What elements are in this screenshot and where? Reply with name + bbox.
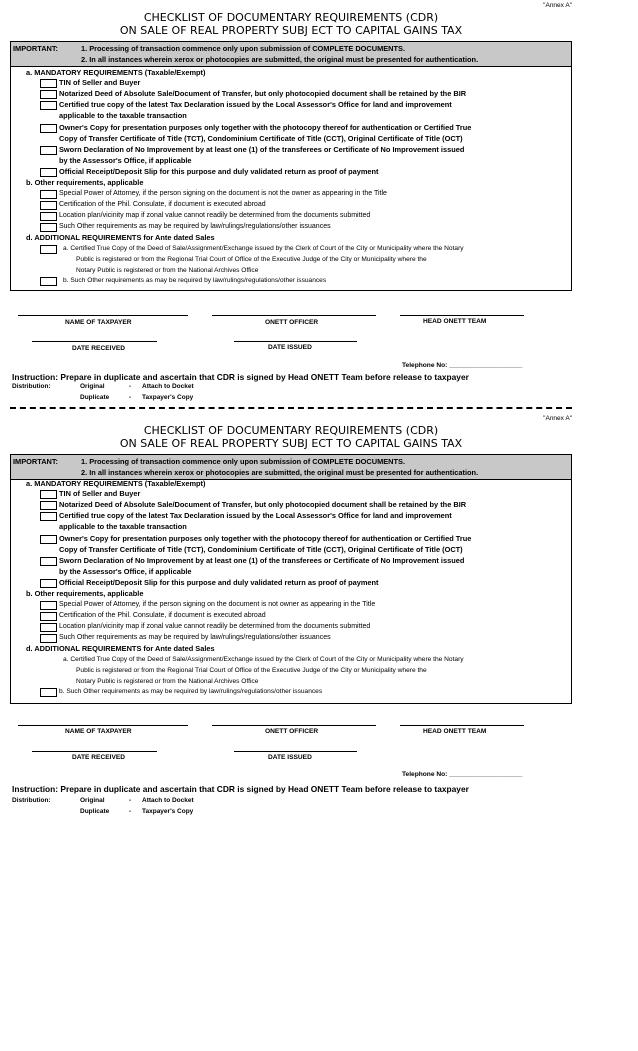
checkbox-deed[interactable]	[40, 90, 57, 99]
checkbox-consulate[interactable]	[40, 612, 57, 621]
checkbox-no-improvement[interactable]	[40, 146, 57, 155]
req-owners-copy-cont: Copy of Transfer Certificate of Title (TCT), Condominium Certificate of Title (CCT), Original Certificate of Title (OCT)	[59, 545, 463, 554]
checkbox-deed[interactable]	[40, 501, 57, 510]
important-notice	[10, 454, 572, 480]
req-other-requirements: Such Other requirements as may be required by law/rulings/regulations/other issuances	[59, 223, 331, 230]
req-tax-declaration-cont: applicable to the taxable transaction	[59, 111, 187, 120]
checkbox-tin[interactable]	[40, 79, 57, 88]
onett-officer-label: ONETT OFFICER	[265, 728, 319, 735]
date-issued-line	[234, 751, 357, 752]
onett-officer-label: ONETT OFFICER	[265, 319, 319, 326]
cut-line	[10, 407, 572, 409]
distribution-label: Distribution:	[12, 383, 51, 390]
checkbox-official-receipt[interactable]	[40, 579, 57, 588]
name-of-taxpayer-label: NAME OF TAXPAYER	[65, 728, 132, 735]
req-spa: Special Power of Attorney, if the person signing on the document is not owner as appearing in the Title	[59, 601, 376, 608]
distribution-original-to: Attach to Docket	[142, 797, 194, 804]
req-ctc-deed: a. Certified True Copy of the Deed of Sale/Assignment/Exchange issued by the Clerk of Court of the City or Municipality where the Notary	[63, 656, 464, 663]
req-official-receipt: Official Receipt/Deposit Slip for this purpose and duly validated return as proof of payment	[59, 578, 379, 587]
distribution-duplicate-to: Taxpayer's Copy	[142, 808, 194, 815]
checkbox-additional-other[interactable]	[40, 277, 57, 286]
distribution-duplicate: Duplicate	[80, 808, 110, 815]
checkbox-official-receipt[interactable]	[40, 168, 57, 177]
distribution-dash: -	[129, 797, 132, 804]
checkbox-tax-declaration[interactable]	[40, 101, 57, 110]
date-issued-label: DATE ISSUED	[268, 344, 312, 351]
req-tin: TIN of Seller and Buyer	[59, 489, 141, 498]
req-additional-other: b. Such Other requirements as may be required by law/rulings/regulations/other issuances	[59, 688, 323, 695]
req-additional-other: b. Such Other requirements as may be required by law/rulings/regulations/other issuances	[63, 277, 327, 284]
req-tax-declaration-cont: applicable to the taxable transaction	[59, 522, 187, 531]
important-line-1: 1. Processing of transaction commence only upon submission of COMPLETE DOCUMENTS.	[81, 44, 406, 53]
other-heading: b. Other requirements, applicable	[26, 178, 144, 187]
additional-heading: d. ADDITIONAL REQUIREMENTS for Ante dated Sales	[26, 233, 215, 242]
checkbox-additional-other[interactable]	[40, 688, 57, 697]
req-ctc-deed-cont-2: Notary Public is registered or from the National Archives Office	[76, 267, 259, 274]
date-received-line	[32, 341, 157, 342]
annex-label: "Annex A"	[543, 415, 572, 422]
checkbox-location-plan[interactable]	[40, 212, 57, 221]
req-no-improvement-cont: by the Assessor's Office, if applicable	[59, 567, 192, 576]
req-no-improvement: Sworn Declaration of No Improvement by at least one (1) of the transferees or Certificate of No Improvement issued	[59, 145, 465, 154]
distribution-original: Original	[80, 383, 105, 390]
checkbox-owners-copy[interactable]	[40, 535, 57, 544]
head-signature-line	[400, 725, 524, 726]
mandatory-heading: a. MANDATORY REQUIREMENTS (Taxable/Exempt)	[26, 68, 206, 77]
date-received-label: DATE RECEIVED	[72, 754, 126, 761]
officer-signature-line	[212, 315, 376, 316]
important-line-2: 2. In all instances wherein xerox or photocopies are submitted, the original must be presented for authentication.	[81, 468, 479, 477]
important-label: IMPORTANT:	[13, 44, 59, 53]
distribution-duplicate-to: Taxpayer's Copy	[142, 394, 194, 401]
cdr-form-duplicate	[10, 413, 572, 823]
req-ctc-deed-cont-1: Public is registered or from the Regional Trial Court of Office of the Executive Judge of the City or Municipality where the	[76, 256, 427, 263]
req-deed-of-sale: Notarized Deed of Absolute Sale/Document of Transfer, but only photocopied document shall be retained by the BIR	[59, 500, 467, 509]
form-subtitle: ON SALE OF REAL PROPERTY SUBJ ECT TO CAPITAL GAINS TAX	[119, 437, 463, 450]
checkbox-location-plan[interactable]	[40, 623, 57, 632]
checkbox-tax-declaration[interactable]	[40, 512, 57, 521]
additional-heading: d. ADDITIONAL REQUIREMENTS for Ante dated Sales	[26, 644, 215, 653]
req-ctc-deed-cont-2: Notary Public is registered or from the National Archives Office	[76, 678, 259, 685]
checkbox-other-requirements[interactable]	[40, 634, 57, 643]
head-signature-line	[400, 315, 524, 316]
checkbox-spa[interactable]	[40, 601, 57, 610]
name-of-taxpayer-label: NAME OF TAXPAYER	[65, 319, 132, 326]
req-owners-copy: Owner's Copy for presentation purposes only together with the photocopy thereof for authentication or Certified True	[59, 534, 472, 543]
req-owners-copy: Owner's Copy for presentation purposes only together with the photocopy thereof for authentication or Certified True	[59, 123, 472, 132]
instruction-text: Instruction: Prepare in duplicate and ascertain that CDR is signed by Head ONETT Team before release to taxpayer	[12, 372, 469, 382]
instruction-text: Instruction: Prepare in duplicate and ascertain that CDR is signed by Head ONETT Team before release to taxpayer	[12, 784, 469, 794]
officer-signature-line	[212, 725, 376, 726]
date-issued-label: DATE ISSUED	[268, 754, 312, 761]
form-title: CHECKLIST OF DOCUMENTARY REQUIREMENTS (CDR)	[143, 11, 439, 24]
req-location-plan: Location plan/vicinity map if zonal value cannot readily be determined from the documents submitted	[59, 212, 371, 219]
important-label: IMPORTANT:	[13, 457, 59, 466]
req-location-plan: Location plan/vicinity map if zonal value cannot readily be determined from the documents submitted	[59, 623, 371, 630]
distribution-dash: -	[129, 394, 132, 401]
distribution-label: Distribution:	[12, 797, 51, 804]
distribution-original: Original	[80, 797, 105, 804]
date-received-line	[32, 751, 157, 752]
important-notice	[10, 41, 572, 67]
checkbox-other-requirements[interactable]	[40, 223, 57, 232]
other-heading: b. Other requirements, applicable	[26, 589, 144, 598]
req-other-requirements: Such Other requirements as may be required by law/rulings/regulations/other issuances	[59, 634, 331, 641]
important-line-2: 2. In all instances wherein xerox or photocopies are submitted, the original must be presented for authentication.	[81, 55, 479, 64]
telephone-field: Telephone No: ____________________	[402, 771, 523, 778]
head-onett-team-label: HEAD ONETT TEAM	[423, 318, 487, 325]
req-tin: TIN of Seller and Buyer	[59, 78, 141, 87]
req-no-improvement-cont: by the Assessor's Office, if applicable	[59, 156, 192, 165]
form-title: CHECKLIST OF DOCUMENTARY REQUIREMENTS (CDR)	[143, 424, 439, 437]
checkbox-tin[interactable]	[40, 490, 57, 499]
distribution-duplicate: Duplicate	[80, 394, 110, 401]
req-tax-declaration: Certified true copy of the latest Tax Declaration issued by the Local Assessor's Office for land and improvement	[59, 511, 452, 520]
taxpayer-signature-line	[18, 725, 188, 726]
cdr-form-original	[10, 0, 572, 405]
req-owners-copy-cont: Copy of Transfer Certificate of Title (TCT), Condominium Certificate of Title (CCT), Original Certificate of Title (OCT)	[59, 134, 463, 143]
checkbox-spa[interactable]	[40, 190, 57, 199]
checkbox-no-improvement[interactable]	[40, 557, 57, 566]
distribution-dash: -	[129, 383, 132, 390]
req-ctc-deed: a. Certified True Copy of the Deed of Sale/Assignment/Exchange issued by the Clerk of Court of the City or Municipality where the Notary	[63, 245, 464, 252]
telephone-field: Telephone No: ____________________	[402, 362, 523, 369]
req-deed-of-sale: Notarized Deed of Absolute Sale/Document of Transfer, but only photocopied document shall be retained by the BIR	[59, 89, 467, 98]
form-subtitle: ON SALE OF REAL PROPERTY SUBJ ECT TO CAPITAL GAINS TAX	[119, 24, 463, 37]
taxpayer-signature-line	[18, 315, 188, 316]
important-line-1: 1. Processing of transaction commence only upon submission of COMPLETE DOCUMENTS.	[81, 457, 406, 466]
checkbox-ctc-deed[interactable]	[40, 245, 57, 254]
req-official-receipt: Official Receipt/Deposit Slip for this purpose and duly validated return as proof of payment	[59, 167, 379, 176]
date-issued-line	[234, 341, 357, 342]
req-tax-declaration: Certified true copy of the latest Tax Declaration issued by the Local Assessor's Office for land and improvement	[59, 100, 452, 109]
checkbox-consulate[interactable]	[40, 201, 57, 210]
req-no-improvement: Sworn Declaration of No Improvement by at least one (1) of the transferees or Certificate of No Improvement issued	[59, 556, 465, 565]
req-ctc-deed-cont-1: Public is registered or from the Regional Trial Court of Office of the Executive Judge of the City or Municipality where the	[76, 667, 427, 674]
annex-label: "Annex A"	[543, 2, 572, 9]
date-received-label: DATE RECEIVED	[72, 345, 126, 352]
req-spa: Special Power of Attorney, if the person signing on the document is not the owner as appearing in the Title	[59, 190, 387, 197]
head-onett-team-label: HEAD ONETT TEAM	[423, 728, 487, 735]
distribution-original-to: Attach to Docket	[142, 383, 194, 390]
checkbox-owners-copy[interactable]	[40, 124, 57, 133]
req-consulate: Certification of the Phil. Consulate, if document is executed abroad	[59, 612, 266, 619]
distribution-dash: -	[129, 808, 132, 815]
req-consulate: Certification of the Phil. Consulate, if document is executed abroad	[59, 201, 266, 208]
mandatory-heading: a. MANDATORY REQUIREMENTS (Taxable/Exempt)	[26, 479, 206, 488]
